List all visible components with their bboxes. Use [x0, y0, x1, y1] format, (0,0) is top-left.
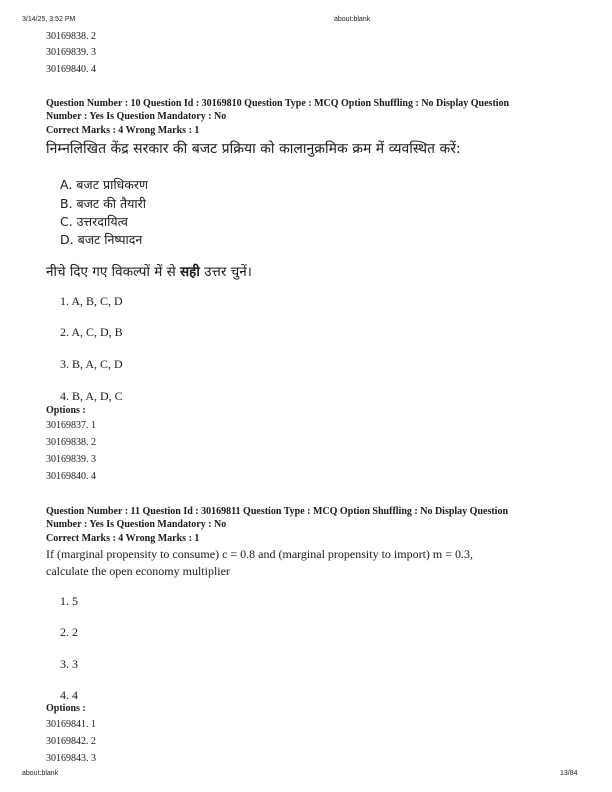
prev-option-id: 30169840. 4	[46, 64, 96, 75]
q10-item: B. बजट की तैयारी	[60, 196, 146, 211]
prev-option-id: 30169838. 2	[46, 31, 96, 42]
q11-choice: 4. 4	[60, 688, 78, 702]
q11-question-line1: If (marginal propensity to consume) c = 0.8 and (marginal propensity to import) m = 0.3,	[46, 547, 474, 561]
q11-choice: 2. 2	[60, 625, 78, 639]
q10-choice: 4. B, A, D, C	[60, 389, 123, 403]
q10-instruction-bold: सही	[180, 264, 200, 280]
q10-instruction-before: नीचे दिए गए विकल्पों में से	[46, 264, 181, 280]
page-number: 13/84	[560, 770, 578, 777]
q10-choice: 2. A, C, D, B	[60, 325, 123, 339]
q10-instruction	[46, 262, 252, 280]
prev-option-id: 30169839. 3	[46, 47, 96, 58]
q11-marks: Correct Marks : 4 Wrong Marks : 1	[46, 533, 200, 544]
q11-option-id: 30169843. 3	[46, 753, 96, 764]
q10-meta-line1: Question Number : 10 Question Id : 30169810 Question Type : MCQ Option Shuffling : No Display Question	[46, 98, 510, 109]
q11-options-label: Options :	[46, 703, 86, 714]
q11-option-id: 30169841. 1	[46, 719, 96, 730]
print-url: about:blank	[334, 16, 371, 23]
q11-option-id: 30169842. 2	[46, 736, 96, 747]
q10-item: A. बजट प्राधिकरण	[60, 177, 148, 192]
q10-option-id: 30169837. 1	[46, 420, 96, 431]
q11-choice: 3. 3	[60, 657, 78, 671]
footer-url: about:blank	[22, 770, 59, 777]
q10-question: निम्नलिखित केंद्र सरकार की बजट प्रक्रिया को कालानुक्रमिक क्रम में व्यवस्थित करें:	[46, 141, 461, 157]
q10-item: C. उत्तरदायित्व	[60, 214, 128, 229]
q10-marks: Correct Marks : 4 Wrong Marks : 1	[46, 125, 200, 136]
q10-choice: 3. B, A, C, D	[60, 357, 123, 371]
q11-question-line2: calculate the open economy multiplier	[46, 564, 230, 578]
q10-instruction-after: उत्तर चुनें।	[199, 264, 252, 280]
q11-choice: 1. 5	[60, 594, 78, 608]
q10-options-label: Options :	[46, 405, 86, 416]
q10-option-id: 30169840. 4	[46, 471, 96, 482]
q11-meta-line1: Question Number : 11 Question Id : 30169811 Question Type : MCQ Option Shuffling : No Display Question	[46, 506, 509, 517]
q10-choice: 1. A, B, C, D	[60, 294, 123, 308]
q11-meta-line2: Number : Yes Is Question Mandatory : No	[46, 519, 227, 530]
print-datetime: 3/14/25, 3:52 PM	[22, 16, 76, 23]
q10-option-id: 30169839. 3	[46, 454, 96, 465]
q10-option-id: 30169838. 2	[46, 437, 96, 448]
q10-meta-line2: Number : Yes Is Question Mandatory : No	[46, 111, 227, 122]
q10-item: D. बजट निष्पादन	[60, 232, 143, 247]
